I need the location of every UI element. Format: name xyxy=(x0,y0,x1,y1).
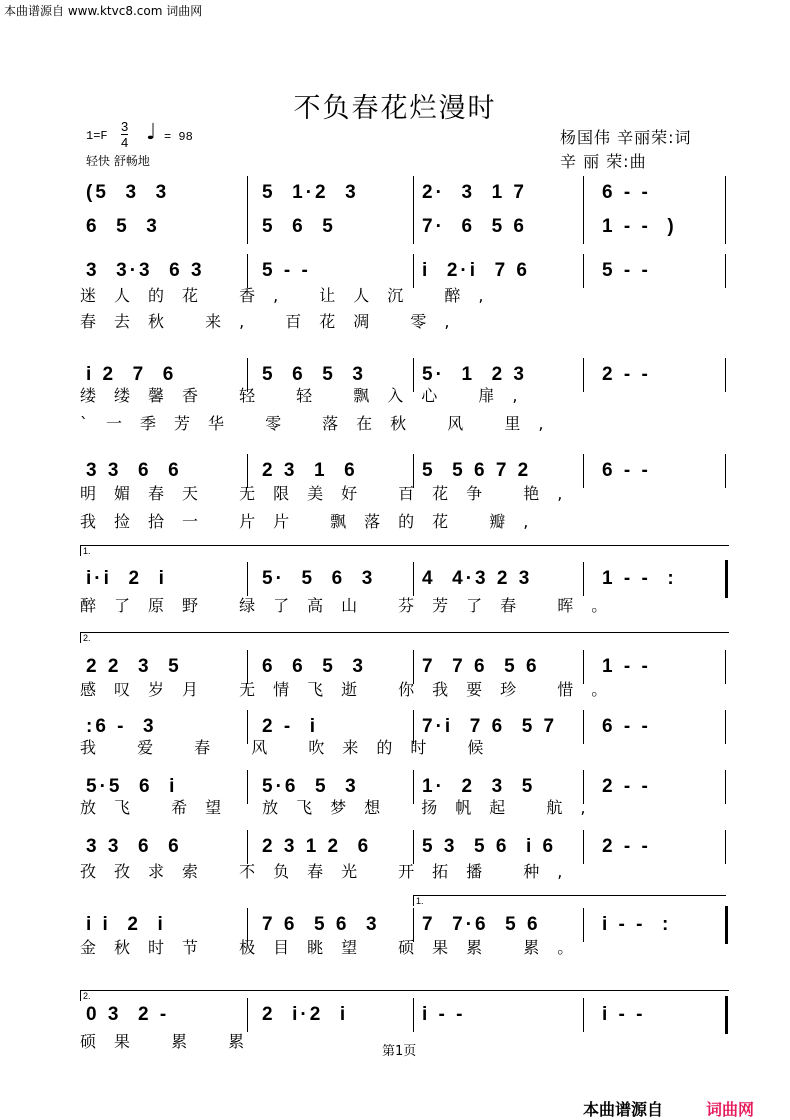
final-barline xyxy=(725,996,728,1034)
measure-notes: 5 5 6 7 2 xyxy=(422,460,532,481)
site-header: 本曲谱源自 www.ktvc8.com 词曲网 xyxy=(4,4,203,18)
measure-notes: 7·i 7 6 5 7 xyxy=(422,716,558,737)
volta-number: 1. xyxy=(416,896,424,906)
barline xyxy=(247,562,248,596)
measure xyxy=(86,832,250,862)
measure-notes: 2 - - xyxy=(602,364,651,385)
final-barline xyxy=(725,560,728,598)
lyric-line: 金秋时节 极目眺望 硕果累 累。 xyxy=(80,938,592,957)
measure-notes: 7 7 6 5 6 xyxy=(422,656,540,677)
measure xyxy=(262,212,410,242)
time-signature-bottom: 4 xyxy=(121,135,129,150)
quarter-note-icon: ♩ xyxy=(146,120,157,145)
measure-notes: 2 - - xyxy=(602,776,651,797)
barline xyxy=(583,210,584,244)
measure-notes: i 2·i 7 6 xyxy=(422,260,530,281)
measure-notes: 1 - - ) xyxy=(602,216,677,237)
lyric-line: 孜孜求索 不负春光 开拓播 种, xyxy=(80,862,581,881)
measure-notes: 6 - - xyxy=(602,716,651,737)
score-line xyxy=(80,832,730,862)
measure-notes: i i 2 i xyxy=(86,914,166,935)
measure xyxy=(422,178,590,208)
barline xyxy=(413,998,414,1032)
measure-notes: 5 - - xyxy=(262,260,311,281)
key-signature: 1=F xyxy=(86,129,108,143)
measure-notes: i - - xyxy=(422,1004,466,1025)
measure-notes: 2 - i xyxy=(262,716,319,737)
measure-notes: 5· 5 6 3 xyxy=(262,568,376,589)
score-line xyxy=(80,212,730,242)
barline xyxy=(247,998,248,1032)
barline xyxy=(725,210,726,244)
measure xyxy=(602,1000,730,1030)
measure-notes: 1· 2 3 5 xyxy=(422,776,536,797)
barline xyxy=(583,562,584,596)
barline xyxy=(247,176,248,210)
measure-notes: 6 6 5 3 xyxy=(262,656,366,677)
page-number: 第1页 xyxy=(382,1044,417,1059)
measure-notes: 5 - - xyxy=(602,260,651,281)
expression-marking: 轻快 舒畅地 xyxy=(86,154,150,168)
volta-number: 2. xyxy=(83,633,91,643)
measure-notes: 6 - - xyxy=(602,460,651,481)
footer-site-logo: 词曲网 xyxy=(706,1100,755,1119)
barline xyxy=(413,176,414,210)
measure xyxy=(86,212,250,242)
song-title: 不负春花烂漫时 xyxy=(293,93,497,124)
lyric-line: 感叹岁月 无情飞逝 你我要珍 惜。 xyxy=(80,680,626,699)
measure xyxy=(262,256,410,286)
lyric-line: `一季芳华 零 落在秋 风 里, xyxy=(80,414,562,433)
barline xyxy=(247,210,248,244)
measure xyxy=(602,564,730,594)
barline xyxy=(413,254,414,288)
score-line xyxy=(80,564,730,594)
lyric-line: 迷人的花 香, 让人沉 醉, xyxy=(80,286,502,305)
lyric-line: 春去秋 来, 百花凋 零, xyxy=(80,312,468,331)
measure xyxy=(602,178,730,208)
volta-bracket xyxy=(80,545,729,556)
barline xyxy=(583,998,584,1032)
measure-notes: i - - xyxy=(602,1004,646,1025)
barline xyxy=(725,176,726,210)
measure-notes: i·i 2 i xyxy=(86,568,167,589)
volta-bracket xyxy=(80,632,729,643)
score-line xyxy=(80,178,730,208)
measure xyxy=(262,178,410,208)
lyric-line: 我捡拾一 片片 飘落的花 瓣, xyxy=(80,512,547,531)
barline xyxy=(583,176,584,210)
volta-number: 2. xyxy=(83,991,91,1001)
measure xyxy=(86,178,250,208)
barline xyxy=(583,830,584,864)
measure-notes: 3 3 6 6 xyxy=(86,836,182,857)
measure xyxy=(262,832,410,862)
barline xyxy=(247,830,248,864)
measure xyxy=(602,212,730,242)
measure xyxy=(86,1000,250,1030)
measure-notes: 5 6 5 3 xyxy=(262,364,366,385)
measure-notes: 3 3 6 6 xyxy=(86,460,182,481)
measure xyxy=(422,212,590,242)
measure-notes: 5 6 5 xyxy=(262,216,336,237)
measure-notes: 4 4·3 2 3 xyxy=(422,568,533,589)
lyric-line: 缕缕馨香 轻 轻 飘入心 扉, xyxy=(80,386,536,405)
measure xyxy=(602,832,730,862)
measure-notes: 3 3·3 6 3 xyxy=(86,260,205,281)
measure xyxy=(262,564,410,594)
measure-notes: 2 i·2 i xyxy=(262,1004,349,1025)
volta-number: 1. xyxy=(83,546,91,556)
measure-notes: 2 3 1 6 xyxy=(262,460,358,481)
barline xyxy=(725,254,726,288)
barline xyxy=(413,210,414,244)
measure xyxy=(422,564,590,594)
measure-notes: 5·5 6 i xyxy=(86,776,178,797)
barline xyxy=(413,830,414,864)
measure xyxy=(262,1000,410,1030)
measure-notes: :6 - 3 xyxy=(86,716,157,737)
lyric-line: 放飞 希望 放飞梦想 扬帆起 航, xyxy=(80,798,604,817)
measure xyxy=(422,256,590,286)
measure-notes: 6 5 3 xyxy=(86,216,160,237)
lyric-line: 我 爱 春 风 吹来的时 候 xyxy=(80,738,502,757)
measure-notes: i 2 7 6 xyxy=(86,364,177,385)
measure xyxy=(602,256,730,286)
barline xyxy=(725,830,726,864)
measure-notes: i - - : xyxy=(602,914,672,935)
measure-notes: 5 3 5 6 i 6 xyxy=(422,836,557,857)
measure-notes: 2 2 3 5 xyxy=(86,656,182,677)
time-signature xyxy=(121,119,128,150)
measure-notes: 5· 1 2 3 xyxy=(422,364,527,385)
measure-notes: 5·6 5 3 xyxy=(262,776,359,797)
measure-notes: 2 3 1 2 6 xyxy=(262,836,372,857)
measure-notes: 2 - - xyxy=(602,836,651,857)
tempo-marking: = 98 xyxy=(164,130,193,144)
measure-notes: 1 - - : xyxy=(602,568,677,589)
barline xyxy=(413,562,414,596)
lyric-line: 明媚春天 无限美好 百花争 艳, xyxy=(80,484,581,503)
measure-notes: (5 3 3 xyxy=(86,182,170,203)
measure-notes: 5 1·2 3 xyxy=(262,182,359,203)
measure-notes: 6 - - xyxy=(602,182,651,203)
measure xyxy=(422,1000,590,1030)
measure-notes: 0 3 2 - xyxy=(86,1004,170,1025)
lyricist-credit: 杨国伟 辛丽荣:词 xyxy=(560,128,692,147)
measure xyxy=(422,832,590,862)
measure-notes: 7 6 5 6 3 xyxy=(262,914,380,935)
measure-notes: 1 - - xyxy=(602,656,651,677)
measure xyxy=(86,564,250,594)
score-line xyxy=(80,1000,730,1030)
lyric-line: 醉了原野 绿了高山 芬芳了春 晖。 xyxy=(80,596,626,615)
measure-notes: 7 7·6 5 6 xyxy=(422,914,541,935)
barline xyxy=(583,254,584,288)
lyric-line: 硕果 累 累 xyxy=(80,1032,263,1051)
time-signature-top: 3 xyxy=(121,119,129,134)
barline xyxy=(247,254,248,288)
measure-notes: 7· 6 5 6 xyxy=(422,216,527,237)
footer-source: 本曲谱源自 xyxy=(583,1100,664,1119)
score-line xyxy=(80,256,730,286)
volta-bracket xyxy=(413,895,726,906)
measure xyxy=(86,256,250,286)
composer-credit: 辛 丽 荣:曲 xyxy=(560,152,647,171)
measure-notes: 2· 3 1 7 xyxy=(422,182,527,203)
